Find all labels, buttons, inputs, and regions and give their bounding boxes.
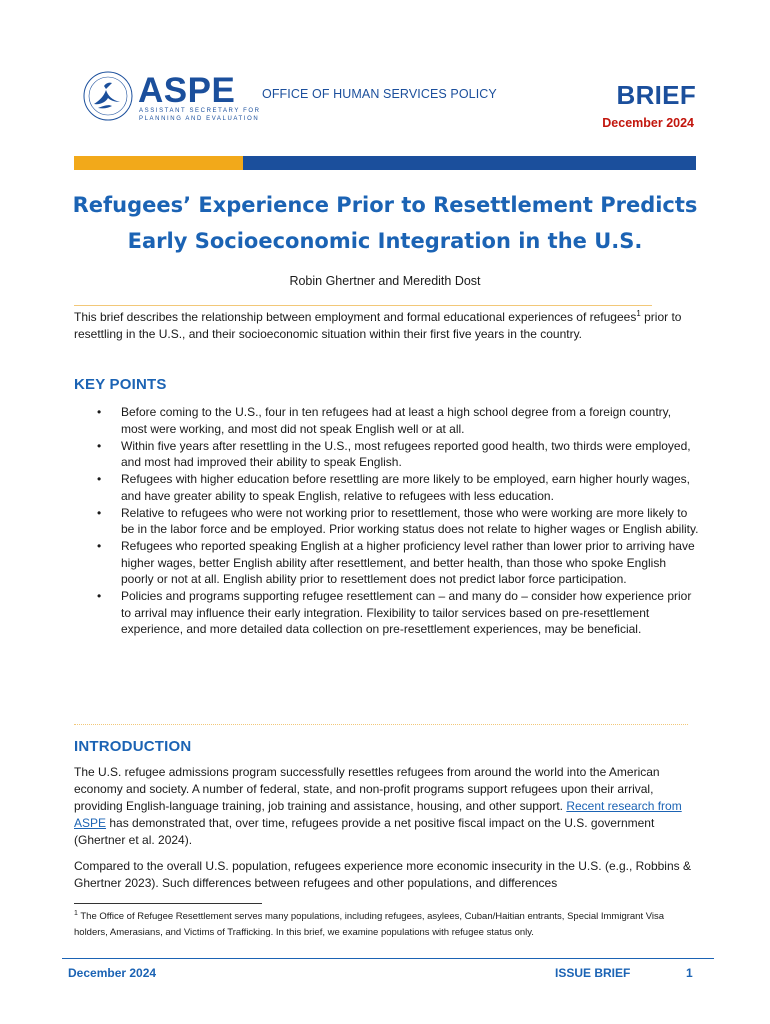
title-line-2: Early Socioeconomic Integration in the U.S. xyxy=(127,229,643,253)
logo-subtitle xyxy=(139,108,261,123)
intro-text: The U.S. refugee admissions program successfully resettles refugees from around the world into the American economy and society. A number of federal, state, and non-profit programs support refugees upon their arrival, providing English-language training, job training and assistance, housing, and other support. xyxy=(74,765,660,813)
introduction-paragraph-2: Compared to the overall U.S. population, refugees experience more economic insecurity in the U.S. (e.g., Robbins & Ghertner 2023). Such differences between refugees and other populations, and differences xyxy=(74,859,691,890)
hhs-seal-icon xyxy=(82,70,134,122)
office-name: OFFICE OF HUMAN SERVICES POLICY xyxy=(262,87,497,101)
list-item-text: Refugees who reported speaking English at a higher proficiency level rather than lower prior to arriving have higher wages, better English ability after resettlement, and better health, than those who spoke English poorly or not at all. English ability prior to resettlement does not predict labor force participation. xyxy=(121,539,695,586)
divider xyxy=(74,305,652,306)
bullet-icon: • xyxy=(97,539,102,553)
section-divider xyxy=(74,724,688,725)
bullet-icon: • xyxy=(97,505,102,520)
key-points-list xyxy=(74,404,700,638)
footer-label: ISSUE BRIEF xyxy=(555,966,631,980)
footnote-rule xyxy=(74,903,262,904)
introduction-paragraph-1 xyxy=(74,764,700,849)
footnote-text: The Office of Refugee Resettlement serves many populations, including refugees, asylees, Cuban/Haitian entrants, Special Immigrant Visa holders, Amerasians, and Victims of Trafficking. In this brief, we examine populations with refugee status only. xyxy=(74,911,665,938)
list-item-text: Refugees with higher education before resettling are more likely to be employed, earn higher hourly wages, and have greater ability to speak English, relative to refugees with less education. xyxy=(121,472,690,503)
authors: Robin Ghertner and Meredith Dost xyxy=(289,274,481,288)
doc-type-label: BRIEF xyxy=(616,80,696,110)
list-item xyxy=(74,404,700,437)
aspe-research-link[interactable]: Recent research from ASPE xyxy=(74,799,682,830)
summary-paragraph xyxy=(74,309,700,343)
footnote-marker: 1 xyxy=(74,909,78,917)
bullet-icon: • xyxy=(97,589,102,603)
bullet-icon: • xyxy=(97,405,102,419)
summary-text: This brief describes the relationship between employment and formal educational experiences of refugees xyxy=(74,310,637,324)
list-item xyxy=(74,505,700,538)
list-item xyxy=(74,438,700,471)
list-item xyxy=(74,538,700,588)
list-item-text: Before coming to the U.S., four in ten refugees had at least a high school degree from a foreign country, most were working, and most did not speak English well or at all. xyxy=(121,405,672,436)
page-title xyxy=(60,187,710,259)
title-line-1: Refugees’ Experience Prior to Resettlement Predicts xyxy=(72,193,698,217)
list-item xyxy=(74,588,700,638)
list-item xyxy=(74,471,700,504)
logo-subtitle-line2: PLANNING AND EVALUATION xyxy=(139,115,260,122)
logo-subtitle-line1: ASSISTANT SECRETARY FOR xyxy=(139,108,261,114)
key-points-heading: KEY POINTS xyxy=(74,376,167,393)
intro-text-cont: has demonstrated that, over time, refugees provide a net positive fiscal impact on the U.S. government (Ghertner et al. 2024). xyxy=(74,816,655,847)
footer-rule xyxy=(62,958,714,959)
summary-text-cont: prior to resettling in the U.S., and their socioeconomic situation within their first five years in the country. xyxy=(74,310,682,341)
introduction-heading: INTRODUCTION xyxy=(74,738,192,755)
bullet-icon: • xyxy=(97,472,102,486)
page-number: 1 xyxy=(686,966,693,980)
footnote-ref[interactable]: 1 xyxy=(636,309,641,318)
logo-wordmark: ASPE xyxy=(138,71,236,110)
list-item-text: Relative to refugees who were not working prior to resettlement, those who were working are more likely to be in the labor force and be employed. Prior working status does not relate to higher wages or English ability. xyxy=(121,505,699,536)
header-date: December 2024 xyxy=(602,116,694,130)
footnote xyxy=(74,909,694,941)
header-bar-blue xyxy=(243,156,696,170)
bullet-icon: • xyxy=(97,438,102,453)
footer-date: December 2024 xyxy=(68,966,157,980)
list-item-text: Policies and programs supporting refugee resettlement can – and many do – consider how experience prior to arrival may influence their early integration. Flexibility to tailor services based on pre-resettlement experience, and more detailed data collection on pre-resettlement experiences, may be beneficial. xyxy=(121,589,692,636)
aspe-logo xyxy=(82,70,261,126)
list-item-text: Within five years after resettling in the U.S., most refugees reported good health, two thirds were employed, and most had improved their ability to speak English. xyxy=(121,438,691,469)
header-bar-gold xyxy=(74,156,243,170)
